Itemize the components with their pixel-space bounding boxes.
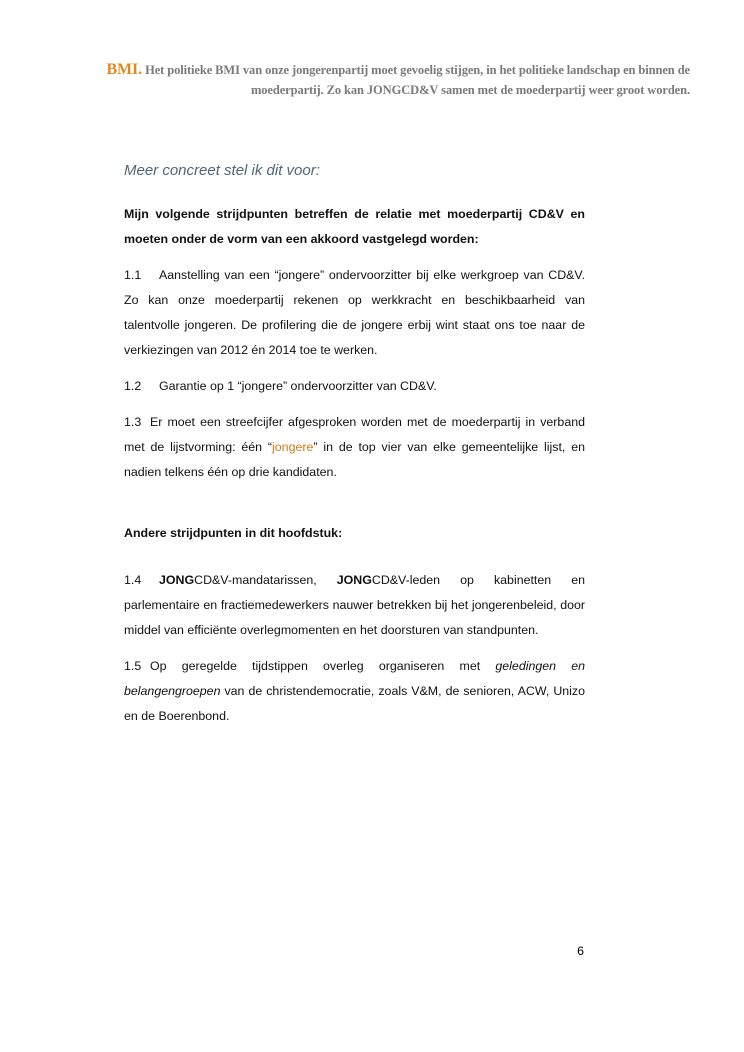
page-content	[124, 160, 585, 740]
header-text: Het politieke BMI van onze jongerenpartij moet gevoelig stijgen, in het politieke landschap en binnen de moederpartij. Zo kan JONGCD&V samen met de moederpartij weer groot worden.	[142, 63, 690, 97]
item-italic: geledingen en belangengroepen	[124, 659, 586, 698]
item-text: Aanstelling van een “jongere” ondervoorzitter bij elke werkgroep van CD&V. Zo kan onze moederpartij rekenen op werkkracht en beschikbaarheid van talentvolle jongeren. De profilering die de jongere erbij wint staat ons toe naar de verkiezingen van 2012 én 2014 toe te werken.	[124, 268, 585, 357]
list-item-1-2	[124, 374, 585, 399]
list-item-1-1	[124, 263, 585, 363]
item-number: 1.3	[124, 415, 142, 429]
item-text-2: CD&V-leden op kabinetten en parlementaire en fractiemedewerkers nauwer betrekken bij het jongerenbeleid, door middel van efficiënte overlegmomenten en het doorsturen van standpunten.	[124, 573, 585, 637]
item-text: Garantie op 1 “jongere” ondervoorzitter van CD&V.	[159, 379, 437, 393]
item-text-2: van de christendemocratie, zoals V&M, de senioren, ACW, Unizo en de Boerenbond.	[124, 684, 585, 723]
section-title: Meer concreet stel ik dit voor:	[124, 162, 320, 179]
item-text-1: CD&V-mandatarissen,	[194, 573, 337, 587]
list-item-1-4	[124, 568, 585, 643]
page-header	[92, 60, 690, 100]
item-number: 1.4	[124, 573, 142, 587]
list-item-1-3	[124, 410, 585, 485]
item-text-after: ” in de top vier van elke gemeentelijke lijst, en nadien telkens één op drie kandidaten.	[124, 440, 585, 479]
page-number: 6	[577, 944, 584, 958]
item-number: 1.2	[124, 379, 142, 393]
item-text-1: Op geregelde tijdstippen overleg organiseren met	[150, 659, 496, 673]
item-highlight: jongere	[272, 440, 314, 454]
intro-paragraph: Mijn volgende strijdpunten betreffen de relatie met moederpartij CD&V en moeten onder de vorm van een akkoord vastgelegd worden:	[124, 207, 585, 246]
item-text: Er moet een streefcijfer afgesproken worden met de moederpartij in verband met de lijstvorming: één “	[124, 415, 585, 454]
item-number: 1.1	[124, 268, 142, 282]
bold-jong-1: JONG	[159, 573, 195, 587]
item-number: 1.5	[124, 659, 142, 673]
subheading: Andere strijdpunten in dit hoofdstuk:	[124, 526, 343, 540]
header-acronym: BMI.	[106, 61, 143, 78]
bold-jong-2: JONG	[336, 573, 372, 587]
list-item-1-5	[124, 654, 585, 729]
